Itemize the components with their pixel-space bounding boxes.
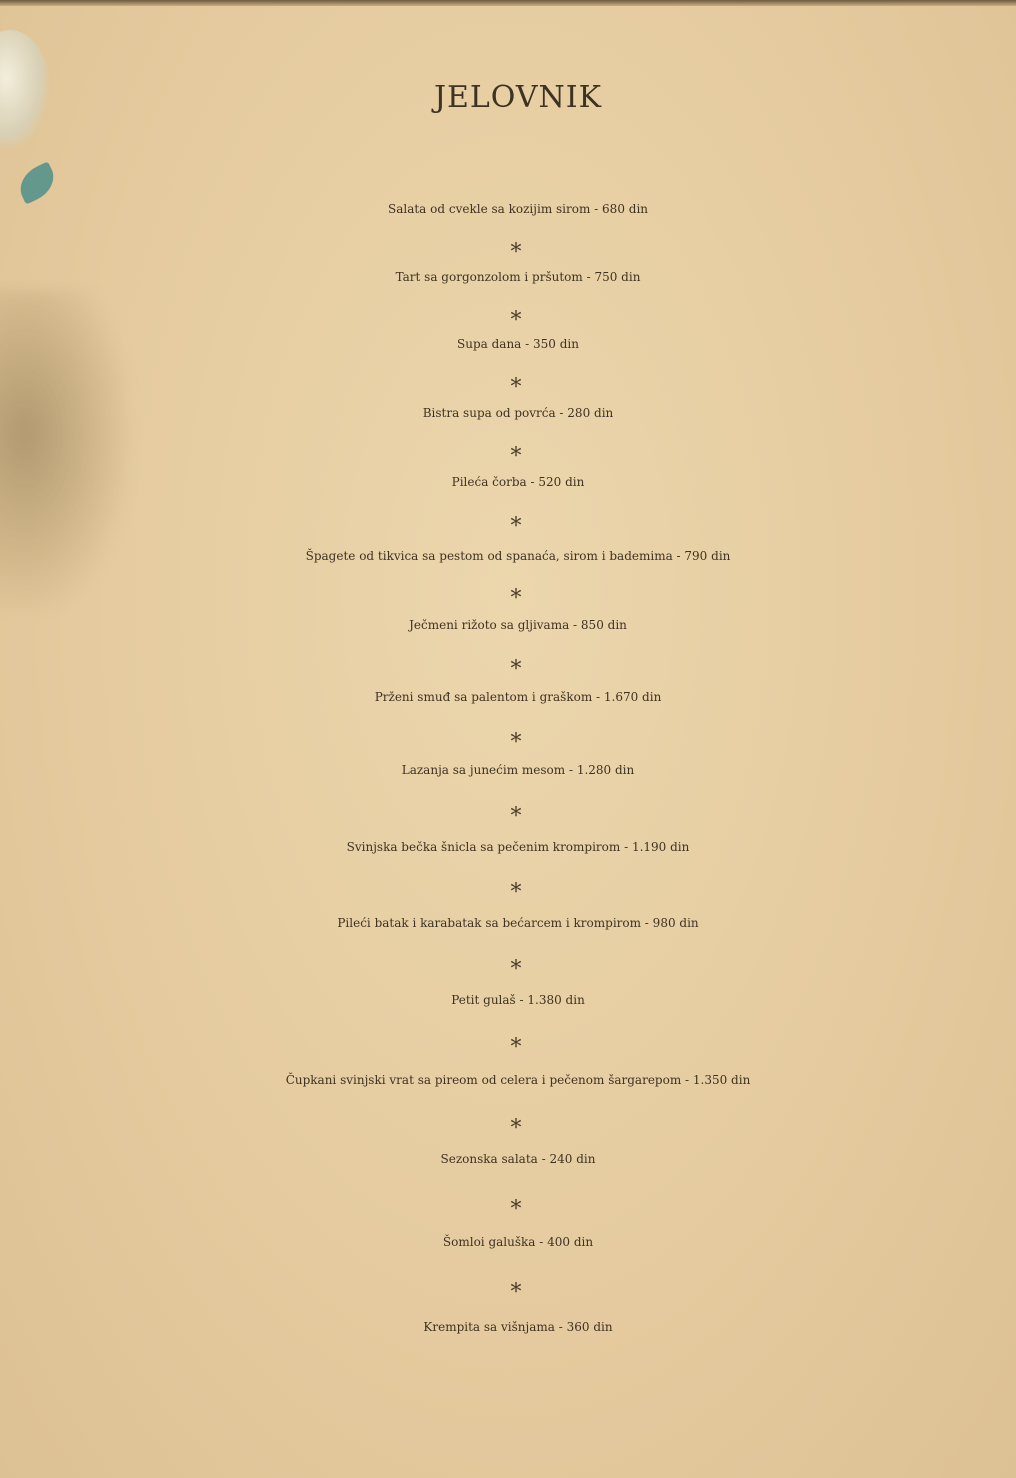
separator: * [510, 586, 522, 611]
separator: * [510, 444, 522, 469]
menu-item: Prženi smuđ sa palentom i graškom - 1.670 din [374, 690, 662, 704]
separator: * [510, 730, 522, 755]
menu-item: Svinjska bečka šnicla sa pečenim krompirom - 1.190 din [346, 840, 690, 854]
menu-item: Petit gulaš - 1.380 din [451, 993, 585, 1007]
menu-item: Bistra supa od povrća - 280 din [422, 406, 614, 420]
menu-item: Ječmeni rižoto sa gljivama - 850 din [409, 618, 627, 632]
separator: * [510, 657, 522, 682]
menu-item: Čupkani svinjski vrat sa pireom od celera i pečenom šargarepom - 1.350 din [285, 1073, 751, 1087]
menu-item: Tart sa gorgonzolom i pršutom - 750 din [395, 270, 641, 284]
separator: * [510, 1280, 522, 1305]
menu-item: Sezonska salata - 240 din [440, 1152, 596, 1166]
paper-top-edge [0, 0, 1016, 6]
menu-item: Pileća čorba - 520 din [451, 475, 585, 489]
separator: * [510, 375, 522, 400]
menu-item: Supa dana - 350 din [457, 337, 579, 351]
menu-title: JELOVNIK [433, 80, 603, 115]
separator: * [510, 1035, 522, 1060]
separator: * [510, 1197, 522, 1222]
separator: * [510, 308, 522, 333]
menu-item: Salata od cvekle sa kozijim sirom - 680 din [387, 202, 649, 216]
menu-item: Krempita sa višnjama - 360 din [423, 1320, 613, 1334]
separator: * [510, 514, 522, 539]
leaf-decoration [13, 161, 60, 204]
separator: * [510, 957, 522, 982]
separator: * [510, 804, 522, 829]
separator: * [510, 1116, 522, 1141]
separator: * [510, 880, 522, 905]
menu-item: Šomloi galuška - 400 din [442, 1235, 594, 1249]
separator: * [510, 240, 522, 265]
menu-item: Lazanja sa junećim mesom - 1.280 din [401, 763, 635, 777]
menu-item: Špagete od tikvica sa pestom od spanaća, sirom i bademima - 790 din [305, 549, 731, 563]
menu-item: Pileći batak i karabatak sa bećarcem i krompirom - 980 din [337, 916, 699, 930]
